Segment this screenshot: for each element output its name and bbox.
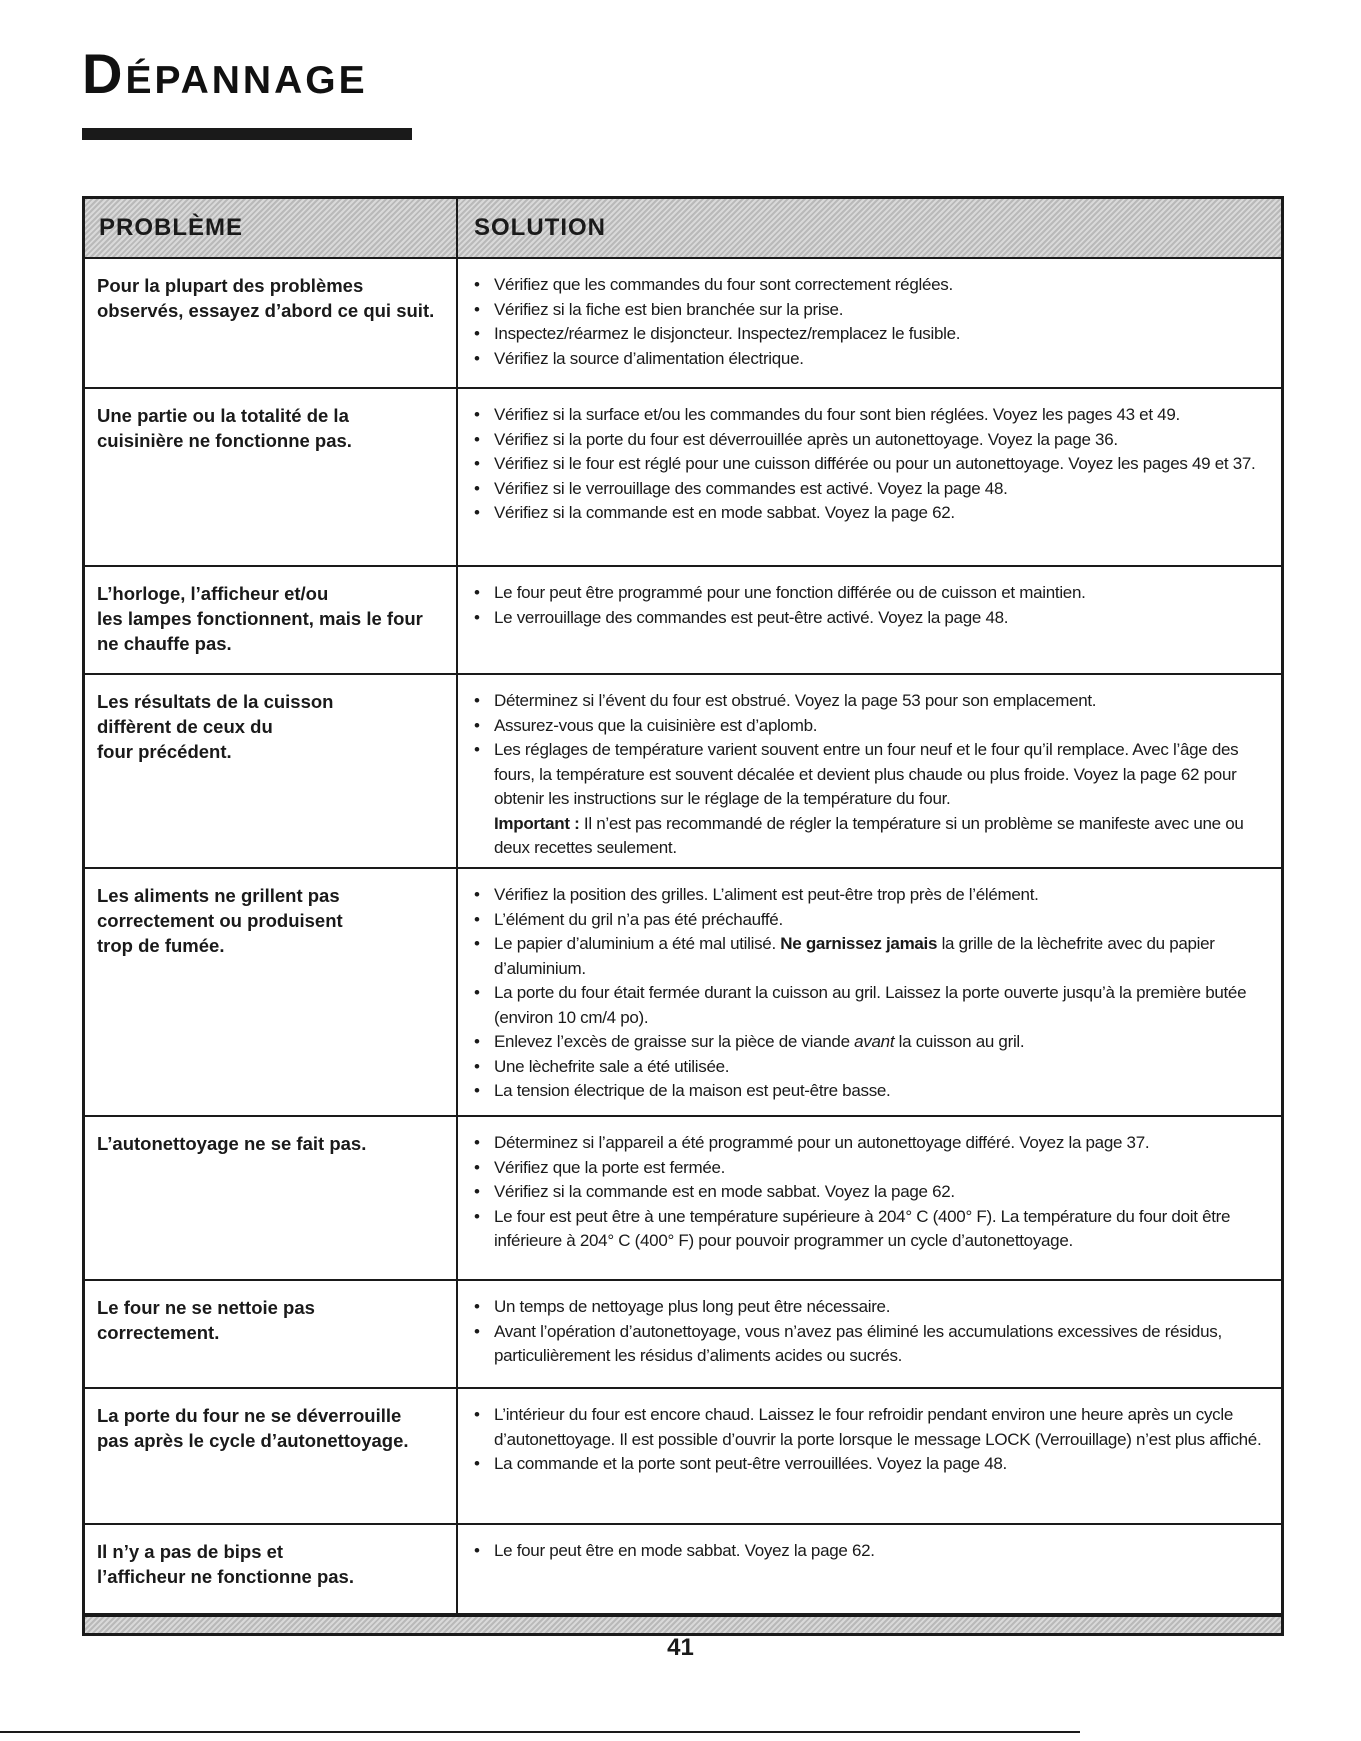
solution-item: • Les réglages de température varient souvent entre un four neuf et le four qu’il remplace. Avec l’âge des fours, la température est souvent décalée et devient plus chaude ou plus froide. Voyez la page 62 pour obtenir les instructions sur le réglage de la température du four. <box>470 738 1269 812</box>
solution-list <box>470 883 1269 1104</box>
problem-line: cuisinière ne fonctionne pas. <box>97 430 352 451</box>
solution-item: • Le verrouillage des commandes est peut-être activé. Voyez la page 48. <box>470 606 1269 631</box>
table-row <box>85 567 1281 675</box>
solution-list <box>470 1131 1269 1254</box>
solution-list <box>470 689 1269 861</box>
problem-line: La porte du four ne se déverrouille <box>97 1405 402 1426</box>
title-underline <box>82 128 412 140</box>
problem-line: observés, essayez d’abord ce qui suit. <box>97 300 435 321</box>
problem-cell <box>85 259 458 387</box>
problem-cell <box>85 675 458 867</box>
solution-cell <box>458 389 1281 565</box>
problem-line: l’afficheur ne fonctionne pas. <box>97 1566 354 1587</box>
solution-item: • Le four peut être programmé pour une fonction différée ou de cuisson et maintien. <box>470 581 1269 606</box>
solution-item: • Déterminez si l’appareil a été programmé pour un autonettoyage différé. Voyez la page 37. <box>470 1131 1269 1156</box>
problem-line: correctement. <box>97 1322 220 1343</box>
problem-line: les lampes fonctionnent, mais le four <box>97 608 423 629</box>
problem-line: L’autonettoyage ne se fait pas. <box>97 1133 367 1154</box>
table-row <box>85 675 1281 869</box>
solution-item <box>470 932 1269 981</box>
problem-line: Une partie ou la totalité de la <box>97 405 349 426</box>
solution-item: • Vérifiez que la porte est fermée. <box>470 1156 1269 1181</box>
solution-cell <box>458 1281 1281 1387</box>
solution-item: • Avant l’opération d’autonettoyage, vous n’avez pas éliminé les accumulations excessives de résidus, particulièrement les résidus d’aliments acides ou sucrés. <box>470 1320 1269 1369</box>
problem-line: L’horloge, l’afficheur et/ou <box>97 583 329 604</box>
problem-line: Les résultats de la cuisson <box>97 691 334 712</box>
solution-cell <box>458 675 1281 867</box>
solution-item: • Le four peut être en mode sabbat. Voyez la page 62. <box>470 1539 1269 1564</box>
table-header <box>85 199 1281 259</box>
table-row <box>85 259 1281 389</box>
table-row <box>85 1525 1281 1615</box>
solution-list <box>470 581 1269 630</box>
foil-text-after: la grille de la lèchefrite avec du papier d’aluminium. <box>494 934 1215 978</box>
problem-line: trop de fumée. <box>97 935 225 956</box>
solution-item: • Vérifiez la position des grilles. L’aliment est peut-être trop près de l’élément. <box>470 883 1269 908</box>
bottom-rule <box>0 1731 1080 1733</box>
problem-cell <box>85 389 458 565</box>
solution-item: • Vérifiez si la commande est en mode sabbat. Voyez la page 62. <box>470 501 1269 526</box>
solution-item: • Vérifiez si la fiche est bien branchée sur la prise. <box>470 298 1269 323</box>
solution-cell <box>458 1117 1281 1279</box>
solution-cell <box>458 567 1281 673</box>
table-row <box>85 1281 1281 1389</box>
important-text: Il n’est pas recommandé de régler la température si un problème se manifeste avec une ou deux recettes seulement. <box>494 813 1244 857</box>
foil-warning: Ne garnissez jamais <box>780 934 938 953</box>
important-note <box>470 812 1269 861</box>
fat-emphasis: avant <box>854 1032 895 1051</box>
solution-item: • Un temps de nettoyage plus long peut être nécessaire. <box>470 1295 1269 1320</box>
solution-list <box>470 403 1269 526</box>
troubleshooting-table <box>82 196 1284 1636</box>
solution-item: • La porte du four était fermée durant la cuisson au gril. Laissez la porte ouverte jusqu’à la première butée (environ 10 cm/4 po). <box>470 981 1269 1030</box>
problem-line: correctement ou produisent <box>97 910 343 931</box>
problem-line: Le four ne se nettoie pas <box>97 1297 315 1318</box>
solution-cell <box>458 259 1281 387</box>
solution-item: • Assurez-vous que la cuisinière est d’aplomb. <box>470 714 1269 739</box>
problem-line: Il n’y a pas de bips et <box>97 1541 284 1562</box>
solution-item: • Déterminez si l’évent du four est obstrué. Voyez la page 53 pour son emplacement. <box>470 689 1269 714</box>
solution-item: • Une lèchefrite sale a été utilisée. <box>470 1055 1269 1080</box>
problem-cell <box>85 1117 458 1279</box>
solution-list <box>470 1539 1269 1564</box>
problem-line: four précédent. <box>97 741 232 762</box>
table-row <box>85 1389 1281 1525</box>
table-row <box>85 389 1281 567</box>
problem-line: Les aliments ne grillent pas <box>97 885 340 906</box>
header-solution: SOLUTION <box>474 214 606 241</box>
solution-item: • Inspectez/réarmez le disjoncteur. Inspectez/remplacez le fusible. <box>470 322 1269 347</box>
problem-line: ne chauffe pas. <box>97 633 232 654</box>
problem-cell <box>85 1389 458 1523</box>
problem-cell <box>85 869 458 1115</box>
solution-item <box>470 1030 1269 1055</box>
problem-line: diffèrent de ceux du <box>97 716 273 737</box>
problem-cell <box>85 1525 458 1613</box>
page-number: 41 <box>667 1634 694 1661</box>
solution-item: • L’intérieur du four est encore chaud. Laissez le four refroidir pendant environ une heure après un cycle d’autonettoyage. Il est possible d’ouvrir la porte lorsque le message LOCK (Verrouillage) n’est plus affiché. <box>470 1403 1269 1452</box>
solution-item: • Vérifiez si la porte du four est déverrouillée après un autonettoyage. Voyez la page 36. <box>470 428 1269 453</box>
header-problem: PROBLÈME <box>85 199 458 257</box>
problem-cell <box>85 567 458 673</box>
solution-item: • Vérifiez que les commandes du four sont correctement réglées. <box>470 273 1269 298</box>
page-title: Dépannage <box>82 42 368 105</box>
problem-line: Pour la plupart des problèmes <box>97 275 364 296</box>
solution-cell <box>458 1525 1281 1613</box>
table-row <box>85 869 1281 1117</box>
solution-list <box>470 1295 1269 1369</box>
solution-item: • Vérifiez si le four est réglé pour une cuisson différée ou pour un autonettoyage. Voyez les pages 49 et 37. <box>470 452 1269 477</box>
table-row <box>85 1117 1281 1281</box>
problem-cell <box>85 1281 458 1387</box>
solution-item: • Le four est peut être à une température supérieure à 204° C (400° F). La température du four doit être inférieure à 204° C (400° F) pour pouvoir programmer un cycle d’autonettoyage. <box>470 1205 1269 1254</box>
solution-list <box>470 273 1269 371</box>
foil-text-before: Le papier d’aluminium a été mal utilisé. <box>494 934 781 953</box>
table-footer-band <box>85 1615 1281 1633</box>
solution-cell <box>458 1389 1281 1523</box>
solution-item: • La commande et la porte sont peut-être verrouillées. Voyez la page 48. <box>470 1452 1269 1477</box>
fat-text-after: la cuisson au gril. <box>894 1032 1025 1051</box>
fat-text-before: Enlevez l’excès de graisse sur la pièce de viande <box>494 1032 855 1051</box>
solution-item: • Vérifiez la source d’alimentation électrique. <box>470 347 1269 372</box>
solution-list <box>470 1403 1269 1477</box>
problem-line: pas après le cycle d’autonettoyage. <box>97 1430 409 1451</box>
solution-item: • Vérifiez si la commande est en mode sabbat. Voyez la page 62. <box>470 1180 1269 1205</box>
solution-item: • L’élément du gril n’a pas été préchauffé. <box>470 908 1269 933</box>
solution-cell <box>458 869 1281 1115</box>
solution-item: • Vérifiez si la surface et/ou les commandes du four sont bien réglées. Voyez les pages 43 et 49. <box>470 403 1269 428</box>
solution-item: • Vérifiez si le verrouillage des commandes est activé. Voyez la page 48. <box>470 477 1269 502</box>
important-label: Important : <box>494 813 580 833</box>
solution-item: • La tension électrique de la maison est peut-être basse. <box>470 1079 1269 1104</box>
